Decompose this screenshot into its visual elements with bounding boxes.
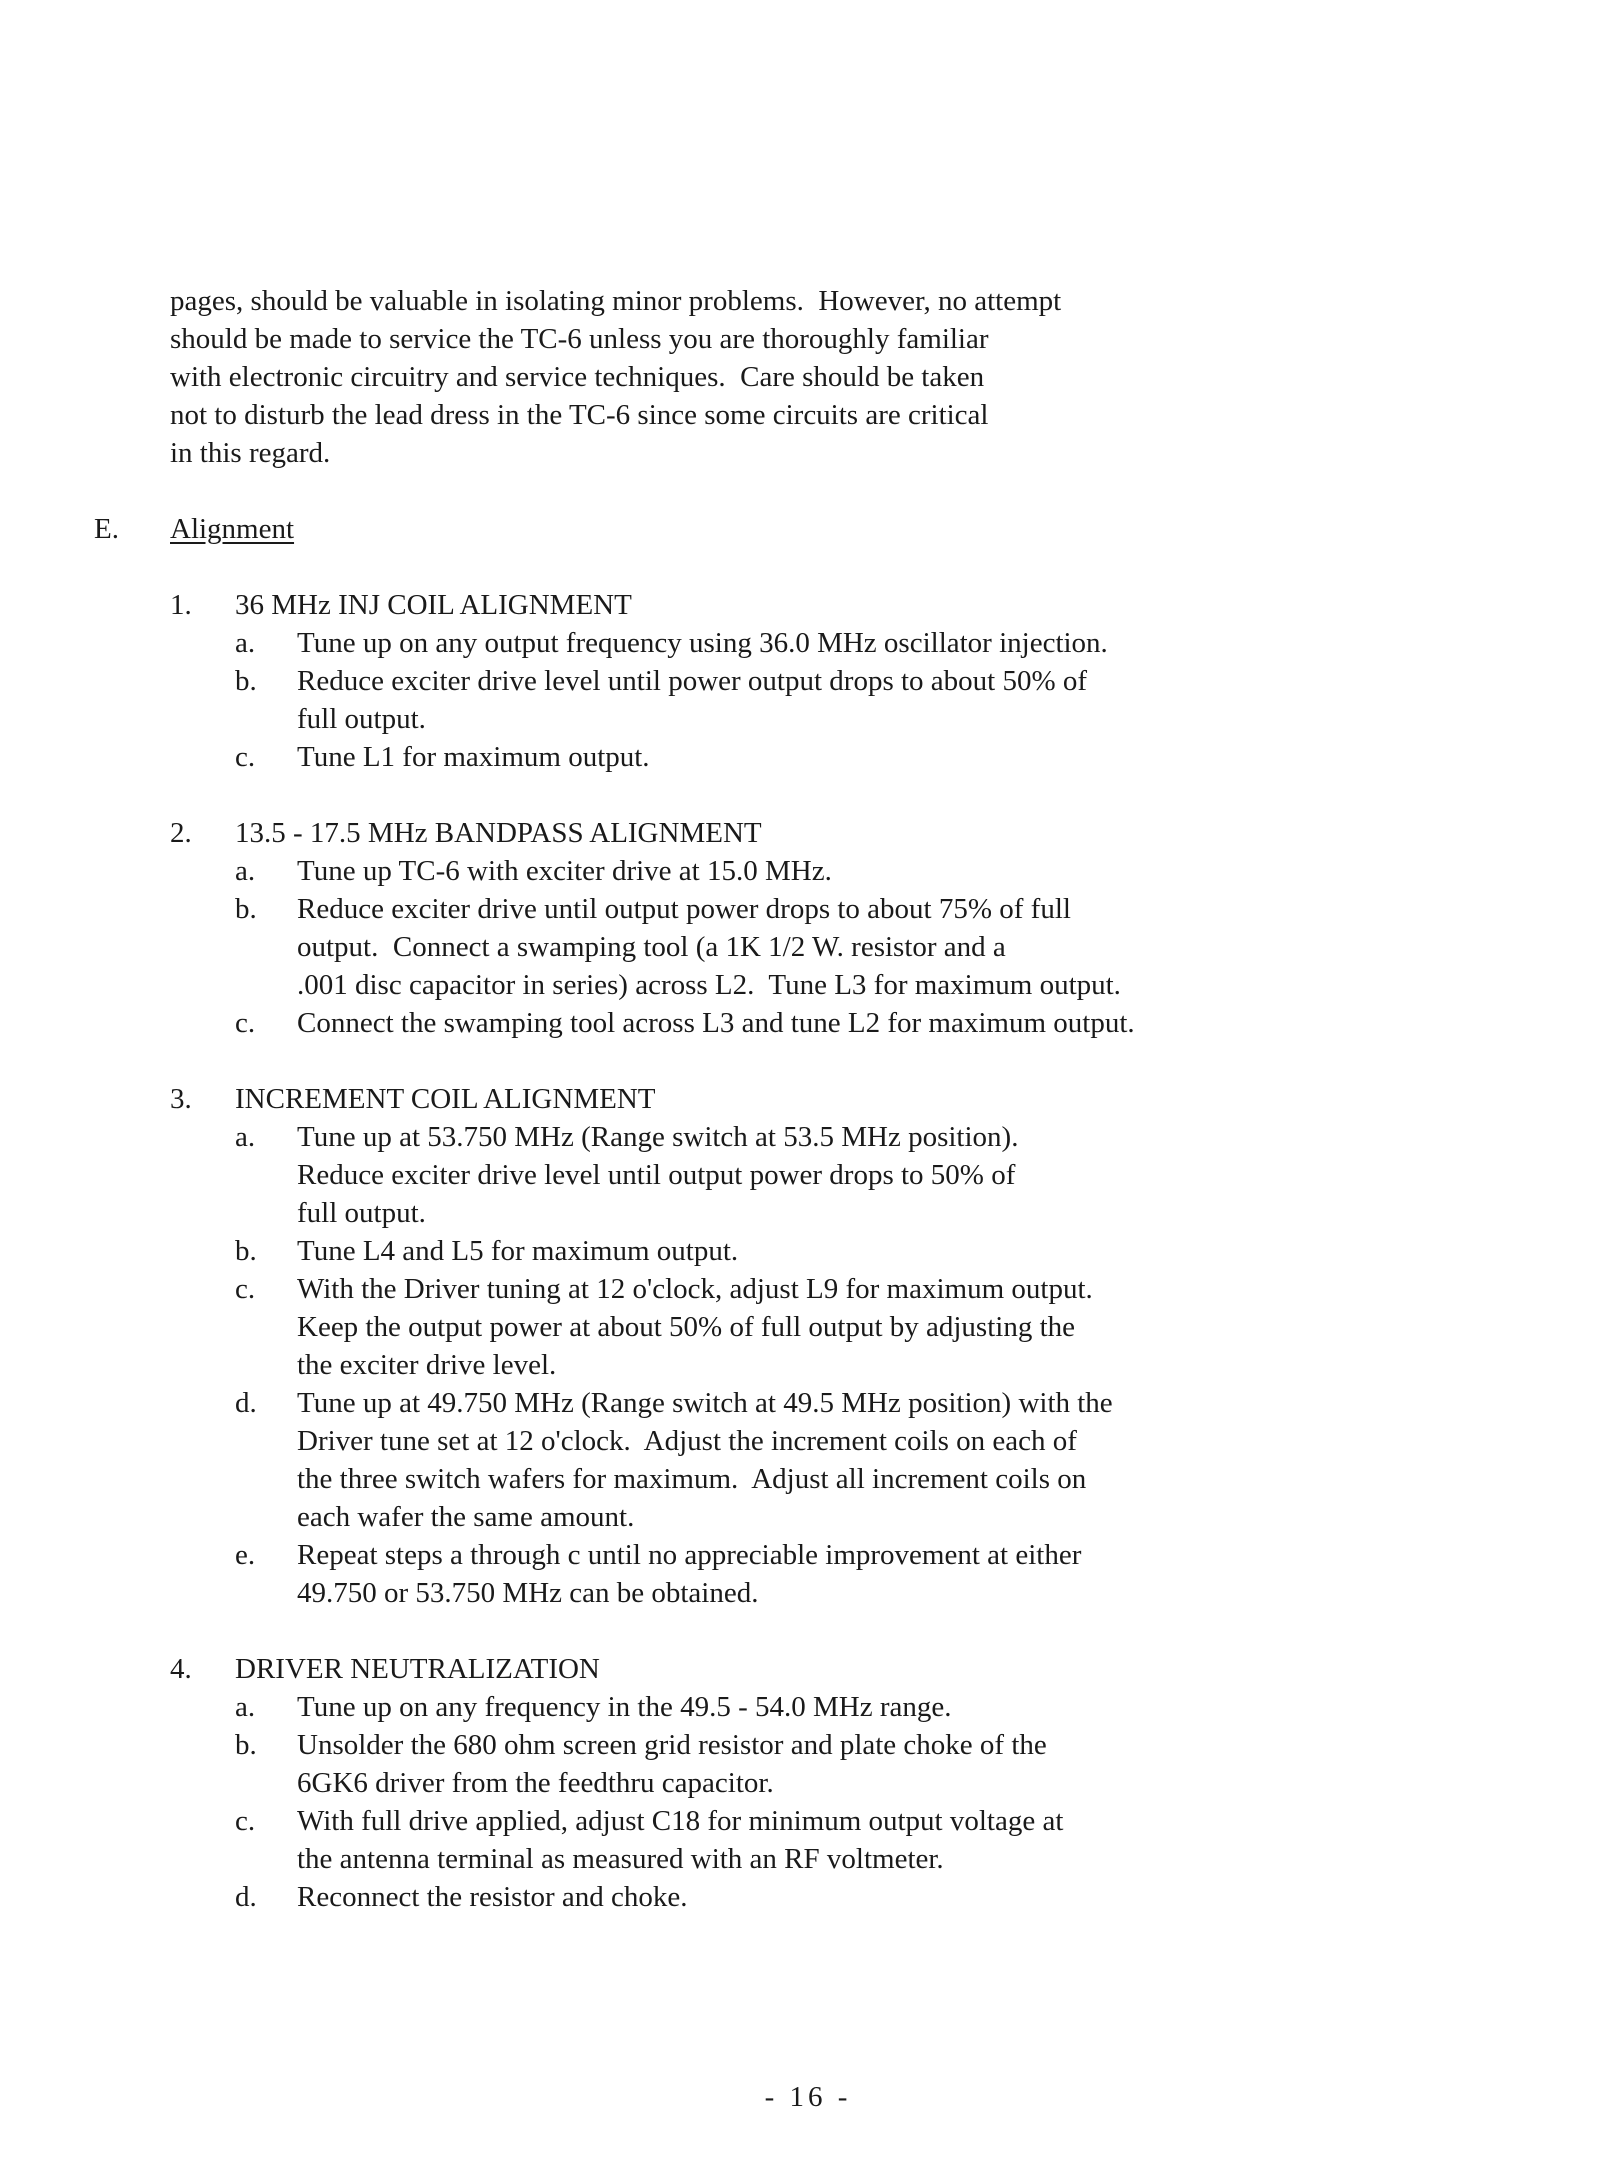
substep-letter: a. — [235, 1691, 256, 1723]
step-title: DRIVER NEUTRALIZATION — [235, 1653, 600, 1685]
substep-text: full output. — [297, 1197, 426, 1229]
substep-letter: c. — [235, 1273, 256, 1305]
substep-letter: b. — [235, 1729, 257, 1761]
section-letter: E. — [94, 513, 119, 545]
substep-text: Reduce exciter drive until output power drops to about 75% of full — [297, 893, 1071, 925]
substep-text: Driver tune set at 12 o'clock. Adjust the increment coils on each of — [297, 1425, 1077, 1457]
substep-text: Tune L4 and L5 for maximum output. — [297, 1235, 739, 1267]
substep-text: each wafer the same amount. — [297, 1501, 635, 1533]
substep-letter: a. — [235, 627, 256, 659]
substep-text: Reduce exciter drive level until output power drops to 50% of — [297, 1159, 1016, 1191]
substep-text: Tune up at 49.750 MHz (Range switch at 49.5 MHz position) with the — [297, 1387, 1113, 1419]
substep-letter: c. — [235, 1007, 256, 1039]
substep-text: 6GK6 driver from the feedthru capacitor. — [297, 1767, 774, 1799]
substep-text: Tune up on any output frequency using 36.0 MHz oscillator injection. — [297, 627, 1108, 659]
step-title: INCREMENT COIL ALIGNMENT — [235, 1083, 656, 1115]
substep-text: With the Driver tuning at 12 o'clock, adjust L9 for maximum output. — [297, 1273, 1093, 1305]
step-number: 2. — [170, 817, 192, 849]
substep-text: the three switch wafers for maximum. Adjust all increment coils on — [297, 1463, 1087, 1495]
substep-letter: d. — [235, 1881, 257, 1913]
substep-letter: b. — [235, 893, 257, 925]
intro-line: with electronic circuitry and service techniques. Care should be taken — [170, 361, 985, 393]
substep-text: Keep the output power at about 50% of full output by adjusting the — [297, 1311, 1076, 1343]
section-title: Alignment — [170, 513, 295, 545]
substep-letter: c. — [235, 1805, 256, 1837]
intro-line: not to disturb the lead dress in the TC-6 since some circuits are critical — [170, 399, 989, 431]
substep-text: Tune up TC-6 with exciter drive at 15.0 MHz. — [297, 855, 832, 887]
substep-letter: e. — [235, 1539, 256, 1571]
substep-text: Repeat steps a through c until no appreciable improvement at either — [297, 1539, 1082, 1571]
substep-text: Unsolder the 680 ohm screen grid resistor and plate choke of the — [297, 1729, 1047, 1761]
substep-text: Tune L1 for maximum output. — [297, 741, 650, 773]
substep-text: 49.750 or 53.750 MHz can be obtained. — [297, 1577, 759, 1609]
substep-text: With full drive applied, adjust C18 for minimum output voltage at — [297, 1805, 1064, 1837]
substep-text: full output. — [297, 703, 426, 735]
substep-letter: b. — [235, 665, 257, 697]
step-title: 36 MHz INJ COIL ALIGNMENT — [235, 589, 632, 621]
intro-line: in this regard. — [170, 437, 331, 469]
substep-text: output. Connect a swamping tool (a 1K 1/2 W. resistor and a — [297, 931, 1006, 963]
substep-letter: a. — [235, 1121, 256, 1153]
substep-text: Connect the swamping tool across L3 and tune L2 for maximum output. — [297, 1007, 1135, 1039]
intro-line: pages, should be valuable in isolating minor problems. However, no attempt — [170, 285, 1062, 317]
step-number: 1. — [170, 589, 192, 621]
step-number: 4. — [170, 1653, 192, 1685]
substep-text: Reconnect the resistor and choke. — [297, 1881, 688, 1913]
substep-letter: b. — [235, 1235, 257, 1267]
substep-text: Tune up on any frequency in the 49.5 - 54.0 MHz range. — [297, 1691, 952, 1723]
step-number: 3. — [170, 1083, 192, 1115]
substep-letter: c. — [235, 741, 256, 773]
substep-letter: a. — [235, 855, 256, 887]
substep-text: Tune up at 53.750 MHz (Range switch at 53.5 MHz position). — [297, 1121, 1019, 1153]
substep-letter: d. — [235, 1387, 257, 1419]
page-number: - 16 - — [764, 2081, 852, 2113]
intro-line: should be made to service the TC-6 unless you are thoroughly familiar — [170, 323, 989, 355]
substep-text: the antenna terminal as measured with an RF voltmeter. — [297, 1843, 944, 1875]
step-title: 13.5 - 17.5 MHz BANDPASS ALIGNMENT — [235, 817, 762, 849]
substep-text: .001 disc capacitor in series) across L2. Tune L3 for maximum output. — [297, 969, 1121, 1001]
substep-text: the exciter drive level. — [297, 1349, 557, 1381]
substep-text: Reduce exciter drive level until power output drops to about 50% of — [297, 665, 1088, 697]
